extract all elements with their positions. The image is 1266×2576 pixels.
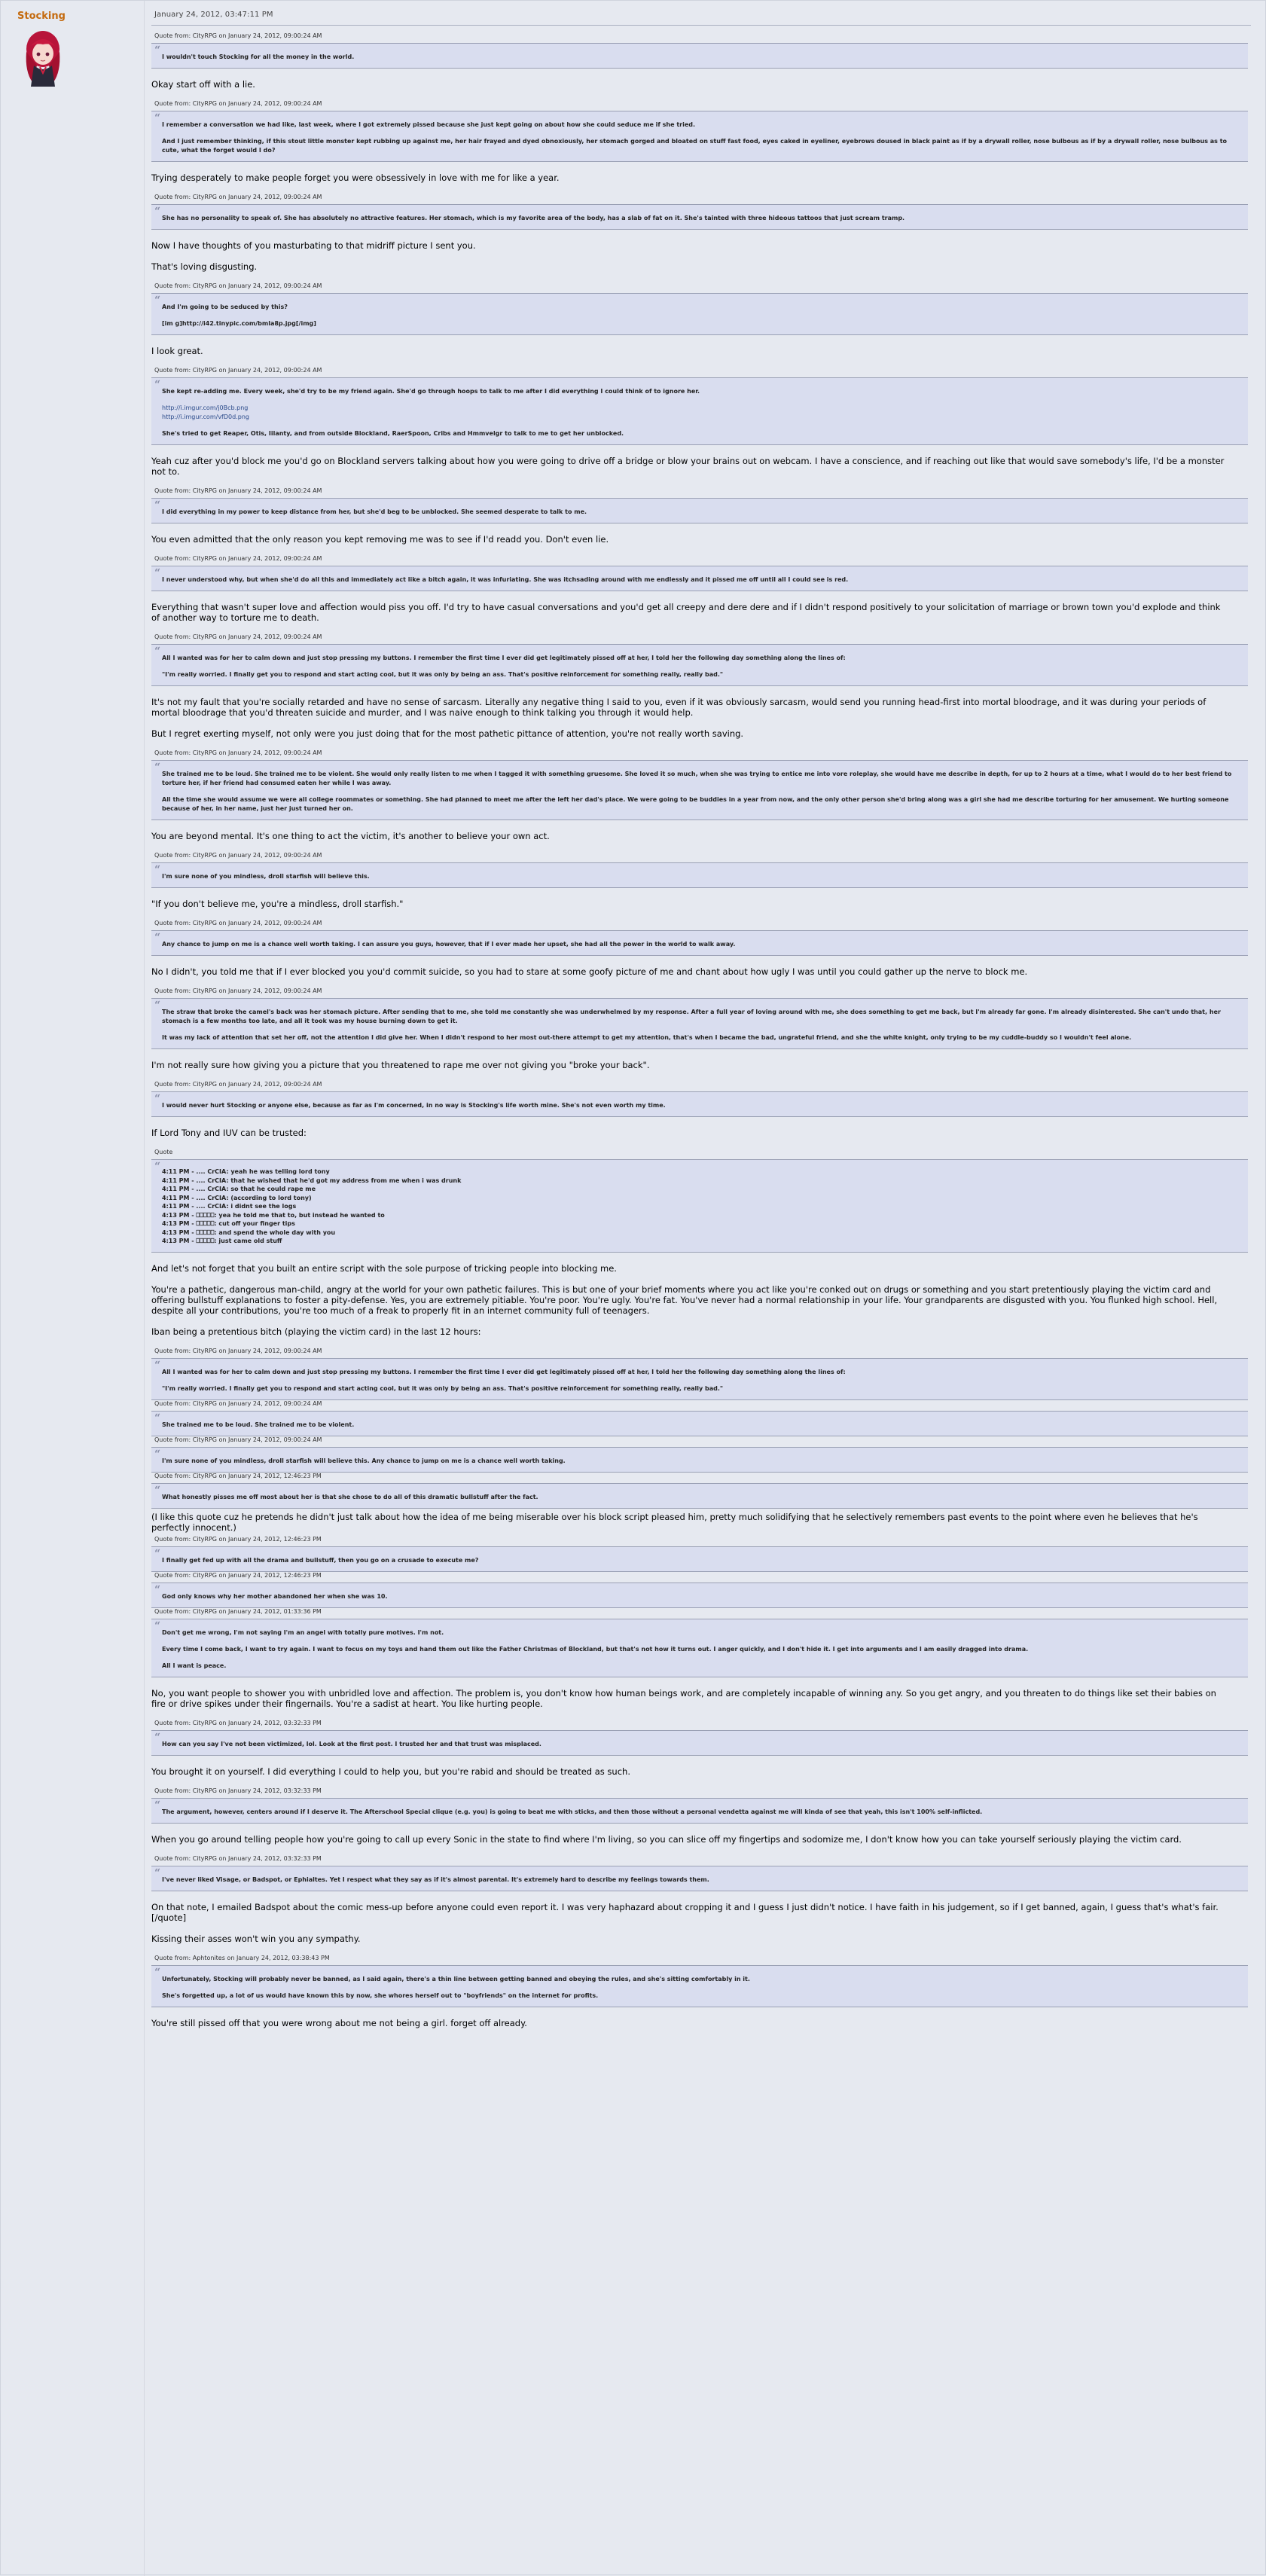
quote-mark-icon: “ [154, 1093, 161, 1105]
quote-header-link[interactable]: Quote from: CityRPG on January 24, 2012, 09:00:24 AM [154, 194, 322, 200]
quote-block [151, 1411, 1248, 1436]
post-text-paragraph: You are beyond mental. It's one thing to act the victim, it's another to believe your own act. [151, 831, 550, 841]
quote-mark-icon: “ [154, 206, 161, 218]
quote-mark-icon: “ [154, 1000, 161, 1012]
quote-mark-icon: “ [154, 762, 161, 774]
quote-header-link[interactable]: Quote from: Aphtonites on January 24, 2012, 03:38:43 PM [154, 1954, 330, 1961]
post-text-paragraph: Trying desperately to make people forget you were obsessively in love with me for like a year. [151, 172, 560, 183]
quote-block [151, 111, 1248, 162]
quote-line: 4:11 PM - .... CrCIA: yeah he was telling lord tony [162, 1168, 330, 1175]
quote-header-link[interactable]: Quote from: CityRPG on January 24, 2012, 09:00:24 AM [154, 555, 322, 562]
post-text-paragraph: On that note, I emailed Badspot about the comic mess-up before anyone could even report it. I was very haphazard about cropping it and I guess I just didn't notice. I have faith in his judgement, so if I get banned, again, I guess that's what's fair. [/quote] [151, 1901, 1219, 1923]
quote-line: I never understood why, but when she'd do all this and immediately act like a bitch again, it was infuriating. She was itchsading around with me endlessly and it pissed me off until all I could see is red. [162, 576, 849, 583]
quote-block [151, 1798, 1248, 1824]
quote-line: She's forgetted up, a lot of us would have known this by now, she whores herself out to "boyfriends" on the internet for profits. [162, 1992, 599, 1999]
quote-mark-icon: “ [154, 1412, 161, 1424]
post-content [151, 1, 1251, 2576]
quote-header-link[interactable]: Quote from: CityRPG on January 24, 2012, 09:00:24 AM [154, 920, 322, 926]
quote-header-link[interactable]: Quote from: CityRPG on January 24, 2012, 09:00:24 AM [154, 749, 322, 756]
quote-block [151, 930, 1248, 956]
quote-block [151, 1583, 1248, 1608]
post-text-paragraph: I'm not really sure how giving you a picture that you threatened to rape me over not giving you "broke your back". [151, 1060, 650, 1070]
quote-mark-icon: “ [154, 1448, 161, 1460]
post-text-paragraph: "If you don't believe me, you're a mindless, droll starfish." [151, 899, 404, 909]
quote-mark-icon: “ [154, 1966, 161, 1979]
quote-mark-icon: “ [154, 567, 161, 579]
quote-line: All I wanted was for her to calm down and just stop pressing my buttons. I remember the first time I ever did get legitimately pissed off at her, I told her the following day something along the lines of: [162, 1368, 846, 1375]
quote-line: I've never liked Visage, or Badspot, or Ephialtes. Yet I respect what they say as if it's almost parental. It's extremely hard to describe my feelings towards them. [162, 1876, 709, 1883]
quote-line: All I want is peace. [162, 1662, 227, 1669]
post-text-paragraph: It's not my fault that you're socially retarded and have no sense of sarcasm. Literally any negative thing I said to you, even if it was obviously sarcasm, would send you running head-first into mortal bloodrage, and it was during your periods of mortal bloodrage that you'd threaten suicide and murder, and I was naive enough to think talking you through it would help. [151, 697, 1207, 718]
quote-block [151, 1483, 1248, 1509]
quote-header-link[interactable]: Quote from: CityRPG on January 24, 2012, 03:32:33 PM [154, 1854, 322, 1862]
post-text-paragraph: You're still pissed off that you were wrong about me not being a girl. forget off already. [151, 2017, 527, 2028]
quote-mark-icon: “ [154, 1359, 161, 1372]
quote-line: 4:13 PM - ⎕⎕⎕⎕⎕: yea he told me that to, but instead he wanted to [162, 1211, 385, 1219]
quote-header-link[interactable]: Quote from: CityRPG on January 24, 2012, 09:00:24 AM [154, 32, 322, 39]
quote-line: She has no personality to speak of. She has absolutely no attractive features. Her stomach, which is my favorite area of the body, has a slab of fat on it. She's tainted with three hideous tattoos that just scream tramp. [162, 215, 905, 221]
quote-line: She trained me to be loud. She trained me to be violent. [162, 1421, 355, 1428]
quote-block [151, 644, 1248, 686]
post-text-paragraph: But I regret exerting myself, not only were you just doing that for the most pathetic pittance of attention, you're not really worth saving. [151, 728, 744, 739]
quote-line: Every time I come back, I want to try again. I want to focus on my toys and hand them out like the Father Christmas of Blockland, but that's not how it turns out. I anger quickly, and I don't hide it. I get into arguments and I am easily dragged into drama. [162, 1645, 1029, 1653]
poster-name-link[interactable]: Stocking [17, 11, 66, 22]
quote-line: She kept re-adding me. Every week, she'd try to be my friend again. She'd go through hoops to talk to me after I did everything I could think of to ignore her. [162, 388, 700, 395]
quote-line: 4:11 PM - .... CrCIA: so that he could rape me [162, 1186, 316, 1192]
anime-girl-avatar-icon[interactable] [22, 26, 64, 87]
quote-line: She's tried to get Reaper, Otis, Iilanty, and from outside Blockland, RaerSpoon, Cribs and Hmmvelgr to talk to me to get her unblocked. [162, 430, 624, 437]
quote-header-link[interactable]: Quote from: CityRPG on January 24, 2012, 09:00:24 AM [154, 1347, 322, 1354]
quote-mark-icon: “ [154, 932, 161, 944]
quote-block [151, 760, 1248, 820]
quote-block [151, 204, 1248, 230]
post-text-paragraph: I look great. [151, 346, 203, 356]
quote-line: 4:13 PM - ⎕⎕⎕⎕⎕: cut off your finger tips [162, 1220, 295, 1227]
header-divider [151, 25, 1251, 26]
quote-mark-icon: “ [154, 1583, 161, 1596]
post-text-paragraph: When you go around telling people how you're going to call up every Sonic in the state to find where I'm living, so you can slice off my fingertips and sodomize me, I don't know how you can take yourself seriously playing the victim card. [151, 1833, 1182, 1845]
quote-line: I did everything in my power to keep distance from her, but she'd beg to be unblocked. She seemed desperate to talk to me. [162, 508, 587, 515]
quote-header-link[interactable]: Quote from: CityRPG on January 24, 2012, 09:00:24 AM [154, 852, 322, 859]
quote-line: Any chance to jump on me is a chance well worth taking. I can assure you guys, however, that if I ever made her upset, she had all the power in the world to walk away. [162, 941, 736, 948]
quote-mark-icon: “ [154, 1799, 161, 1811]
quote-link[interactable]: http://i.imgur.com/j0Bcb.png [162, 404, 249, 411]
post-text-paragraph: (I like this quote cuz he pretends he didn't just talk about how the idea of me being miserable over his block script pleased him, pretty much solidifying that he selectively remembers past events to the point where even he believes that he's perfectly innocent.) [151, 1511, 1198, 1533]
quote-line: And I'm going to be seduced by this? [162, 304, 288, 310]
quote-mark-icon: “ [154, 646, 161, 658]
quote-mark-icon: “ [154, 112, 161, 124]
quote-line: All I wanted was for her to calm down and just stop pressing my buttons. I remember the first time I ever did get legitimately pissed off at her, I told her the following day something along the lines of: [162, 655, 846, 661]
quote-line: 4:11 PM - .... CrCIA: that he wished that he'd got my address from me when i was drunk [162, 1177, 462, 1184]
quote-line: I'm sure none of you mindless, droll starfish will believe this. [162, 873, 370, 880]
post-text-paragraph: That's loving disgusting. [151, 261, 258, 272]
quote-block [151, 377, 1248, 445]
post-date: January 24, 2012, 03:47:11 PM [154, 11, 273, 19]
quote-mark-icon: “ [154, 1619, 161, 1632]
quote-line: The straw that broke the camel's back was her stomach picture. After sending that to me, she told me constantly she was underwhelmed by my response. After a full year of loving around with me, she does something to get me back, but I'm already far gone. I'm already disinterested. She can't undo that, her stomach is a few months too late, and all it took was my house burning down to get it. [162, 1009, 1221, 1024]
quote-block [151, 1447, 1248, 1473]
quote-mark-icon: “ [154, 1484, 161, 1497]
quote-mark-icon: “ [154, 379, 161, 391]
quote-block [151, 1965, 1248, 2007]
quote-block [151, 998, 1248, 1049]
quote-block [151, 1730, 1248, 1756]
post-text-paragraph: You're a pathetic, dangerous man-child, angry at the world for your own pathetic failures. This is but one of your brief moments where you act like you're conked out on drugs or something and you start pretentiously playing the victim card and offering bullstuff explanations to foster a pity-defense. Yes, you are extremely pitiable. You're poor. You're ugly. You're fat. You've never had a normal relationship in your life. Your grandparents are disgusted with you. You flunked high school. Hell, despite all your contributions, you're too much of a freak to properly fit in an internet community full of teenagers. [151, 1283, 1218, 1316]
post-text-paragraph: No I didn't, you told me that if I ever blocked you you'd commit suicide, so you had to stare at some goofy picture of me and chant about how ugly I was until you could gather up the nerve to block me. [151, 966, 1028, 977]
quote-header-link[interactable]: Quote from: CityRPG on January 24, 2012, 09:00:24 AM [154, 1436, 322, 1443]
post-text-paragraph: Kissing their asses won't win you any sympathy. [151, 1933, 361, 1944]
quote-line: She trained me to be loud. She trained me to be violent. She would only really listen to me when I tagged it with something gruesome. She loved it so much, when she was trying to entice me into vore roleplay, she would have me describe in depth, for up to 2 hours at a time, what I would do to her best friend to torture her, if her friend had consumed eaten her while I was away. [162, 771, 1232, 786]
post-text-paragraph: Now I have thoughts of you masturbating to that midriff picture I sent you. [151, 240, 476, 251]
quote-line: "I'm really worried. I finally get you to respond and start acting cool, but it was only by being an ass. That's positive reinforcement for something really, really bad." [162, 671, 724, 678]
quote-header-link[interactable]: Quote [154, 1149, 173, 1155]
post-body [151, 32, 1251, 2039]
post-text-paragraph: You brought it on yourself. I did everything I could to help you, but you're rabid and should be treated as such. [151, 1766, 630, 1777]
quote-mark-icon: “ [154, 1161, 161, 1173]
quote-link[interactable]: http://i.imgur.com/vfD0d.png [162, 414, 249, 420]
quote-mark-icon: “ [154, 1866, 161, 1879]
quote-block [151, 566, 1248, 591]
quote-line: Unfortunately, Stocking will probably never be banned, as I said again, there's a thin line between getting banned and obeying the rules, and she's sitting comfortably in it. [162, 1975, 750, 1982]
quote-line: 4:13 PM - ⎕⎕⎕⎕⎕: and spend the whole day with you [162, 1228, 336, 1236]
quote-block [151, 1159, 1248, 1253]
poster-sidebar [1, 1, 145, 2576]
quote-block [151, 1866, 1248, 1891]
quote-header-link[interactable]: Quote from: CityRPG on January 24, 2012, 09:00:24 AM [154, 282, 322, 289]
quote-line: How can you say I've not been victimized, lol. Look at the first post. I trusted her and that trust was misplaced. [162, 1740, 541, 1747]
quote-line: I wouldn't touch Stocking for all the money in the world. [162, 53, 355, 60]
post-text-paragraph: No, you want people to shower you with unbridled love and affection. The problem is, you don't know how human beings work, and are completely incapable of winning any. So you get angry, and you threaten to do things like set their babies on fire or drive spikes under their fingernails. You're a sadist at heart. You like hurting people. [151, 1687, 1216, 1709]
quote-block [151, 1091, 1248, 1117]
quote-block [151, 498, 1248, 523]
post-text-paragraph: And let's not forget that you built an entire script with the sole purpose of tricking people into blocking me. [151, 1262, 617, 1274]
post-text-paragraph: Okay start off with a lie. [151, 79, 255, 90]
quote-block [151, 1358, 1248, 1400]
quote-header-link[interactable]: Quote from: CityRPG on January 24, 2012, 03:32:33 PM [154, 1719, 322, 1726]
quote-mark-icon: “ [154, 295, 161, 307]
quote-line: I'm sure none of you mindless, droll starfish will believe this. Any chance to jump on me is a chance well worth taking. [162, 1457, 566, 1464]
quote-line: And I just remember thinking, if this stout little monster kept rubbing up against me, her hair frayed and dyed obnoxiously, her stomach gorged and bloated on stuff fast food, eyes caked in eyeliner, eyebrows doused in black paint as if by a drywall roller, nose bulbous as if by a drywall roller, nose bulbous as to cute, what the forget would I do? [162, 138, 1228, 154]
quote-line: Don't get me wrong, I'm not saying I'm an angel with totally pure motives. I'm not. [162, 1628, 444, 1636]
quote-block [151, 1619, 1248, 1677]
post-text-paragraph: You even admitted that the only reason you kept removing me was to see if I'd readd you. Don't even lie. [151, 534, 609, 545]
post-text-paragraph: Yeah cuz after you'd block me you'd go on Blockland servers talking about how you were going to drive off a bridge or blow your brains out on webcam. I have a conscience, and if reaching out like that would save somebody's life, I'd be a monster not to. [151, 456, 1225, 477]
quote-header-link[interactable]: Quote from: CityRPG on January 24, 2012, 09:00:24 AM [154, 367, 322, 374]
quote-line: "I'm really worried. I finally get you to respond and start acting cool, but it was only by being an ass. That's positive reinforcement for something really, really bad." [162, 1384, 724, 1392]
quote-line: God only knows why her mother abandoned her when she was 10. [162, 1592, 388, 1600]
quote-header-link[interactable]: Quote from: CityRPG on January 24, 2012, 01:33:36 PM [154, 1607, 322, 1615]
quote-header-link[interactable]: Quote from: CityRPG on January 24, 2012, 09:00:24 AM [154, 987, 322, 994]
quote-block [151, 43, 1248, 69]
post-text-paragraph: Everything that wasn't super love and affection would piss you off. I'd try to have casual conversations and you'd get all creepy and dere dere and if I didn't respond positively to your solicitation of marriage or brown town you'd explode and think of another way to torture me to death. [151, 602, 1221, 623]
quote-header-link[interactable]: Quote from: CityRPG on January 24, 2012, 12:46:23 PM [154, 1571, 322, 1579]
quote-header-link[interactable]: Quote from: CityRPG on January 24, 2012, 12:46:23 PM [154, 1472, 322, 1479]
post-text-paragraph: If Lord Tony and IUV can be trusted: [151, 1128, 307, 1138]
quote-line: What honestly pisses me off most about her is that she chose to do all of this dramatic bullstuff after the fact. [162, 1493, 538, 1500]
quote-block [151, 293, 1248, 335]
quote-line: All the time she would assume we were all college roommates or something. She had planned to meet me after the left her dad's place. We were going to be buddies in a year from now, and the only other person she'd bring along was a girl she had me describe torturing for her amusement. We hurting someone because of her, in her name, just her just turned her on. [162, 796, 1229, 812]
quote-header-link[interactable]: Quote from: CityRPG on January 24, 2012, 09:00:24 AM [154, 633, 322, 640]
quote-mark-icon: “ [154, 44, 161, 56]
quote-line: [im g]http://i42.tinypic.com/bmla8p.jpg[/img] [162, 320, 316, 327]
quote-line: 4:13 PM - ⎕⎕⎕⎕⎕: just came old stuff [162, 1238, 282, 1244]
quote-line: 4:11 PM - .... CrCIA: i didnt see the logs [162, 1203, 297, 1210]
quote-header-link[interactable]: Quote from: CityRPG on January 24, 2012, 09:00:24 AM [154, 100, 322, 107]
quote-line: The argument, however, centers around if I deserve it. The Afterschool Special clique (e.g. you) is going to beat me with sticks, and then those without a personal vendetta against me will kinda of see that yeah, this isn't 100% self-inflicted. [162, 1808, 983, 1815]
quote-block [151, 862, 1248, 888]
quote-line: I would never hurt Stocking or anyone else, because as far as I'm concerned, in no way is Stocking's life worth mine. She's not even worth my time. [162, 1102, 666, 1109]
quote-block [151, 1546, 1248, 1572]
quote-header-link[interactable]: Quote from: CityRPG on January 24, 2012, 03:32:33 PM [154, 1787, 322, 1794]
quote-line: 4:11 PM - .... CrCIA: (according to lord tony) [162, 1194, 312, 1201]
quote-header-link[interactable]: Quote from: CityRPG on January 24, 2012, 09:00:24 AM [154, 487, 322, 494]
quote-header-link[interactable]: Quote from: CityRPG on January 24, 2012, 12:46:23 PM [154, 1535, 322, 1543]
quote-header-link[interactable]: Quote from: CityRPG on January 24, 2012, 09:00:24 AM [154, 1081, 322, 1088]
quote-mark-icon: “ [154, 499, 161, 511]
post-text-paragraph: Iban being a pretentious bitch (playing the victim card) in the last 12 hours: [151, 1326, 481, 1337]
quote-mark-icon: “ [154, 1731, 161, 1744]
quote-line: I finally get fed up with all the drama and bullstuff, then you go on a crusade to execute me? [162, 1556, 479, 1564]
quote-mark-icon: “ [154, 864, 161, 876]
quote-line: I remember a conversation we had like, last week, where I got extremely pissed because she just kept going on about how she could seduce me if she tried. [162, 121, 696, 128]
quote-line: It was my lack of attention that set her off, not the attention I did give her. When I didn't respond to her most out-there attempt to get my attention, that's when I became the bad, ungrateful friend, and she the white knight, only trying to be my cuddle-buddy so I wouldn't feel alone. [162, 1034, 1132, 1041]
quote-mark-icon: “ [154, 1547, 161, 1560]
quote-header-link[interactable]: Quote from: CityRPG on January 24, 2012, 09:00:24 AM [154, 1399, 322, 1407]
